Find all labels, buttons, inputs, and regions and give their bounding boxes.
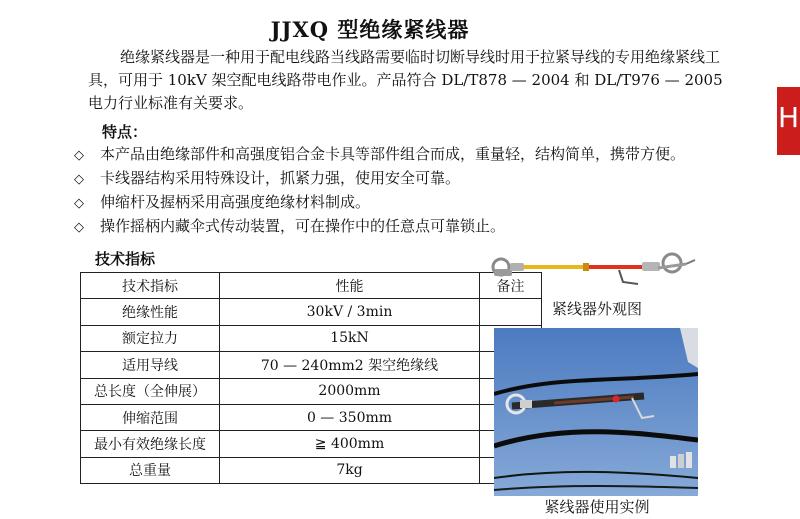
features-heading: 特点： <box>102 123 148 141</box>
crank-handle-icon <box>619 270 638 284</box>
spec-name-cell: 最小有效绝缘长度 <box>81 431 220 457</box>
table-row <box>81 299 542 325</box>
column-header: 备注 <box>480 273 542 299</box>
section-tab <box>777 87 800 155</box>
red-insulating-rod <box>589 265 643 269</box>
spec-heading: 技术指标 <box>95 250 156 268</box>
red-marker-icon <box>613 396 620 403</box>
yellow-insulating-rod <box>524 265 584 269</box>
features-list <box>74 143 685 239</box>
spec-value-cell: 70 — 240mm2 架空绝缘线 <box>220 352 480 378</box>
diamond-bullet-icon: ◇ <box>74 148 84 163</box>
spec-value-cell: 0 — 350mm <box>220 404 480 430</box>
table-row <box>81 378 542 404</box>
rod-joint <box>583 263 589 271</box>
table-row <box>81 457 542 483</box>
tensioner-product-image <box>488 248 698 292</box>
table-row <box>81 352 542 378</box>
spec-value-cell: ≧ 400mm <box>220 431 480 457</box>
spec-name-cell: 伸缩范围 <box>81 404 220 430</box>
spec-name-cell: 绝缘性能 <box>81 299 220 325</box>
spec-name-cell: 额定拉力 <box>81 325 220 351</box>
table-header-row <box>81 273 542 299</box>
spec-value-cell: 7kg <box>220 457 480 483</box>
diamond-bullet-icon: ◇ <box>74 196 84 211</box>
spec-value-cell: 15kN <box>220 325 480 351</box>
feature-item: ◇ 操作摇柄内藏伞式传动装置，可在操作中的任意点可靠锁止。 <box>74 215 685 239</box>
spec-value-cell: 30kV / 3min <box>220 299 480 325</box>
feature-item: ◇ 伸缩杆及握柄采用高强度绝缘材料制成。 <box>74 191 685 215</box>
usage-caption: 紧线器使用实例 <box>544 498 650 516</box>
table-row <box>81 431 542 457</box>
column-header: 技术指标 <box>81 273 220 299</box>
diamond-bullet-icon: ◇ <box>74 220 84 235</box>
section-letter: H <box>777 101 800 134</box>
spec-name-cell: 适用导线 <box>81 352 220 378</box>
intro-paragraph: 绝缘紧线器是一种用于配电线路当线路需要临时切断导线时用于拉紧导线的专用绝缘紧线工具，可用于 10kV 架空配电线路带电作业。产品符合 DL/T878 — 2004 和 DL/T976 — 2005 电力行业标准有关要求。 <box>88 48 723 112</box>
feature-item: ◇ 本产品由绝缘部件和高强度铝合金卡具等部件组合而成，重量轻，结构简单，携带方便。 <box>74 143 685 167</box>
column-header: 性能 <box>220 273 480 299</box>
left-clamp-icon <box>493 259 524 276</box>
table-row <box>81 404 542 430</box>
spec-value-cell: 2000mm <box>220 378 480 404</box>
page-title: JJXQ 型绝缘紧线器 <box>270 17 470 42</box>
right-clamp-icon <box>642 254 695 272</box>
spec-table <box>80 272 542 484</box>
diamond-bullet-icon: ◇ <box>74 172 84 187</box>
spec-name-cell: 总重量 <box>81 457 220 483</box>
table-row <box>81 325 542 351</box>
usage-photo <box>494 328 698 496</box>
product-caption: 紧线器外观图 <box>551 300 642 318</box>
feature-item: ◇ 卡线器结构采用特殊设计，抓紧力强，使用安全可靠。 <box>74 167 685 191</box>
spec-name-cell: 总长度（全伸展） <box>81 378 220 404</box>
